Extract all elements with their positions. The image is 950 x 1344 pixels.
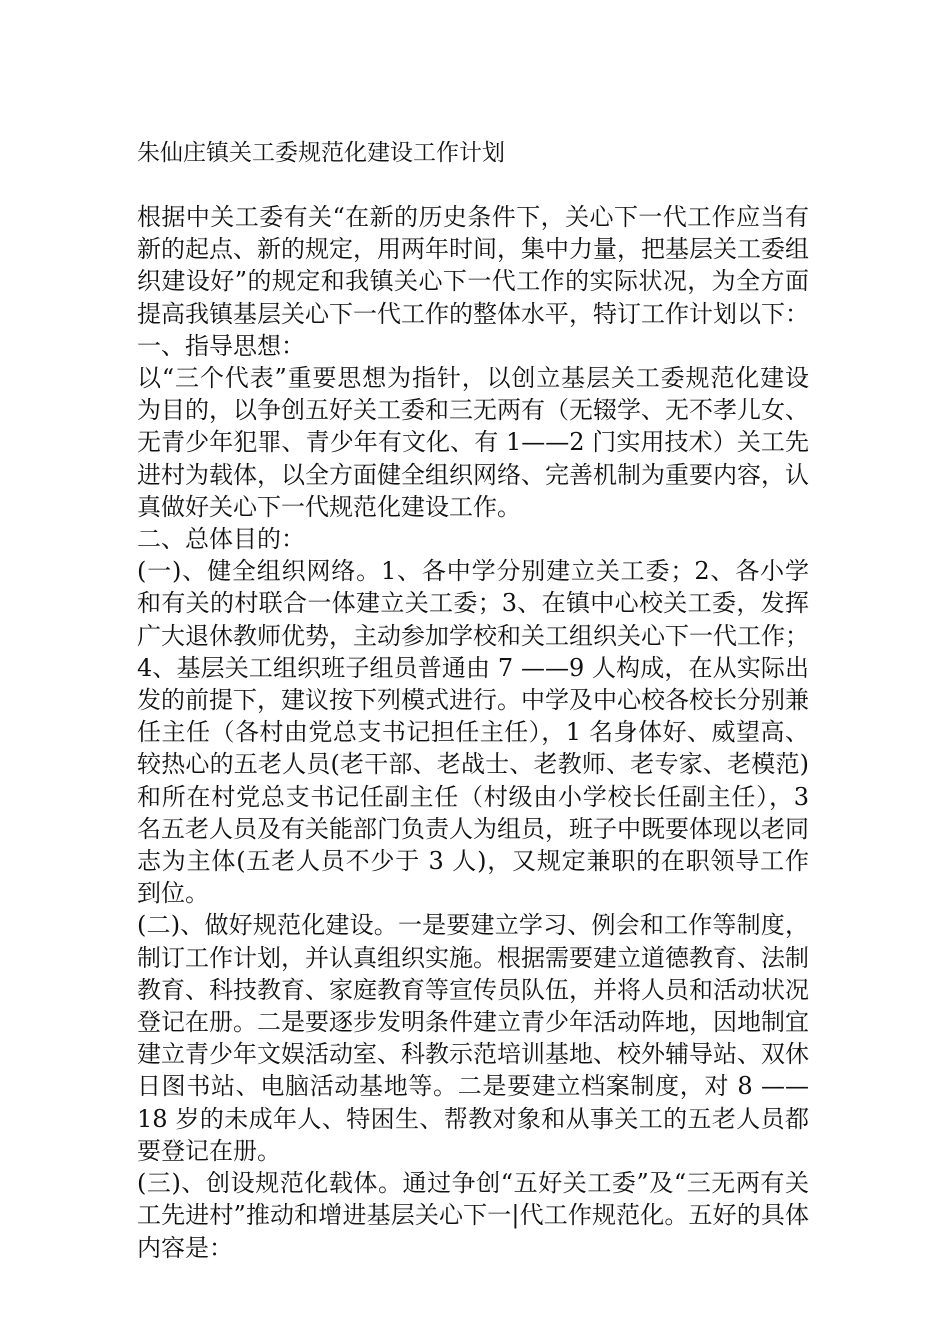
section-heading-guiding-thought: 一、指导思想：: [137, 331, 305, 360]
section-heading-overall-goal: 二、总体目的：: [137, 525, 305, 554]
guiding-thought-paragraph: 以“三个代表”重要思想为指针，以创立基层关工委规范化建设为目的，以争创五好关工委和三无两有（无辍学、无不孝儿女、无青少年犯罪、青少年有文化、有 1——2 门实用技术）关工先进村为载体，以全方面健全组织网络、完善机制为重要内容，认真做好关心下一代规范化建设工作。: [137, 364, 809, 521]
organization-network-paragraph: (一)、健全组织网络。1、各中学分别建立关工委；2、各小学和有关的村联合一体建立关工委；3、在镇中心校关工委，发挥广大退休教师优势，主动参加学校和关工组织关心下一代工作；4、基层关工组织班子组员普通由 7 ——9 人构成，在从实际出发的前提下，建议按下列模式进行。中学及中心校各校长分别兼任主任（各村由党总支书记担任主任），1 名身体好、威望高、较热心的五老人员(老干部、老战士、老教师、老专家、老模范)和所在村党总支书记任副主任（村级由小学校长任副主任），3 名五老人员及有关能部门负责人为组员，班子中既要体现以老同志为主体(五老人员不少于 3 人)，又规定兼职的在职领导工作到位。: [137, 557, 809, 908]
document-page: [137, 138, 809, 1264]
intro-paragraph: 根据中关工委有关“在新的历史条件下，关心下一代工作应当有新的起点、新的规定，用两年时间，集中力量，把基层关工委组织建设好”的规定和我镇关心下一代工作的实际状况，为全方面提高我镇基层关心下一代工作的整体水平，特订工作计划以下：: [137, 203, 809, 328]
document-title: 朱仙庄镇关工委规范化建设工作计划: [137, 140, 505, 166]
standardization-paragraph: (二)、做好规范化建设。一是要建立学习、例会和工作等制度，制订工作计划，并认真组织实施。根据需要建立道德教育、法制教育、科技教育、家庭教育等宣传员队伍，并将人员和活动状况登记在册。二是要逐步发明条件建立青少年活动阵地，因地制宜建立青少年文娱活动室、科教示范培训基地、校外辅导站、双休日图书站、电脑活动基地等。二是要建立档案制度，对 8 —— 18 岁的未成年人、特困生、帮教对象和从事关工的五老人员都要登记在册。: [137, 911, 809, 1165]
document-body: [137, 201, 809, 1264]
carrier-paragraph: (三)、创设规范化载体。通过争创“五好关工委”及“三无两有关工先进村”推动和增进基层关心下一|代工作规范化。五好的具体内容是：: [137, 1169, 809, 1262]
